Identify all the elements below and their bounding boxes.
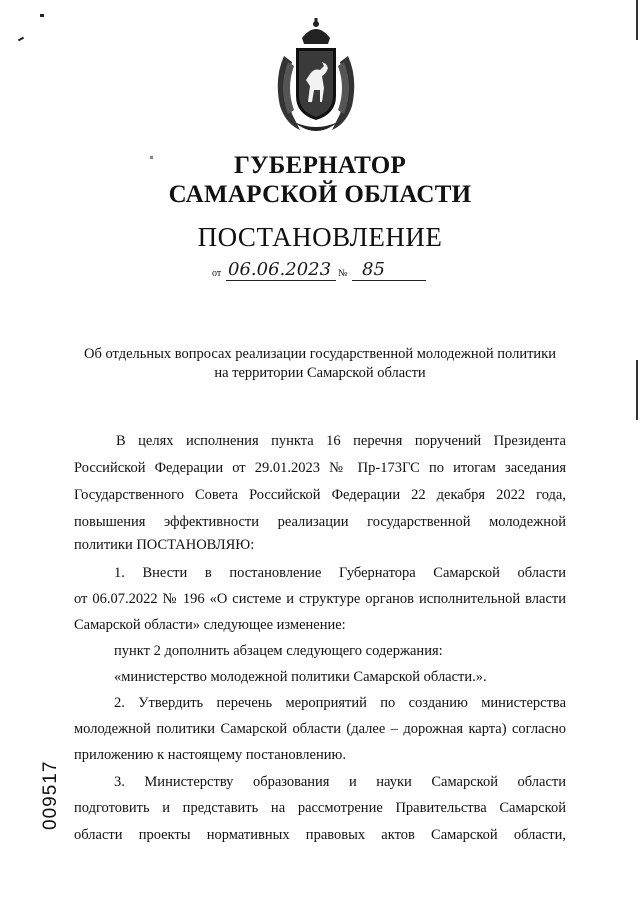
date-underline [226, 280, 336, 281]
date-number-line [212, 259, 432, 283]
paragraph-line: пункт 2 дополнить абзацем следующего содержания: [114, 643, 443, 659]
date-prefix: от [212, 268, 222, 279]
side-document-code: 009517 [40, 760, 61, 830]
paragraph-line: В целях исполнения пункта 16 перечня поручений Президента [116, 433, 566, 449]
document-subject [70, 345, 570, 383]
coat-of-arms-icon [270, 18, 362, 138]
issuer-region: САМАРСКОЙ ОБЛАСТИ [168, 181, 472, 208]
subject-line: на территории Самарской области [214, 365, 426, 381]
scan-speck [40, 14, 44, 17]
date-value: 06.06.2023 [228, 259, 332, 280]
paragraph-line: «министерство молодежной политики Самарской области.». [114, 669, 487, 685]
paragraph-line: молодежной политики Самарской области (далее – дорожная карта) согласно [74, 721, 566, 737]
paragraph-line: от 06.07.2022 № 196 «О системе и структуре органов исполнительной власти [74, 591, 566, 607]
document-type: ПОСТАНОВЛЕНИЕ [197, 222, 443, 252]
paragraph-line: приложению к настоящему постановлению. [74, 747, 346, 763]
paragraph-line: политики ПОСТАНОВЛЯЮ: [74, 537, 255, 553]
number-value: 85 [362, 259, 385, 280]
paragraph-line: области проекты нормативных правовых актов Самарской области, [74, 827, 566, 843]
paragraph-line: 1. Внести в постановление Губернатора Самарской области [114, 565, 566, 581]
subject-line: Об отдельных вопросах реализации государственной молодежной политики [84, 346, 556, 362]
paragraph-line: 2. Утвердить перечень мероприятий по созданию министерства [114, 695, 566, 711]
number-underline [352, 280, 426, 281]
paragraph-line: 3. Министерству образования и науки Самарской области [114, 774, 566, 790]
scan-edge [636, 0, 638, 40]
paragraph-line: Государственного Совета Российской Федерации 22 декабря 2022 года, [74, 487, 566, 503]
paragraph-line: повышения эффективности реализации государственной молодежной [74, 514, 566, 530]
paragraph-line: Самарской области» следующее изменение: [74, 617, 346, 633]
scan-speck [18, 37, 24, 42]
scan-speck [150, 156, 153, 159]
paragraph-line: подготовить и представить на рассмотрение Правительства Самарской [74, 800, 566, 816]
issuer-title: ГУБЕРНАТОР [233, 152, 407, 179]
paragraph-line: Российской Федерации от 29.01.2023 № Пр-173ГС по итогам заседания [74, 460, 566, 476]
scan-edge [636, 360, 638, 420]
number-prefix: № [338, 268, 348, 279]
